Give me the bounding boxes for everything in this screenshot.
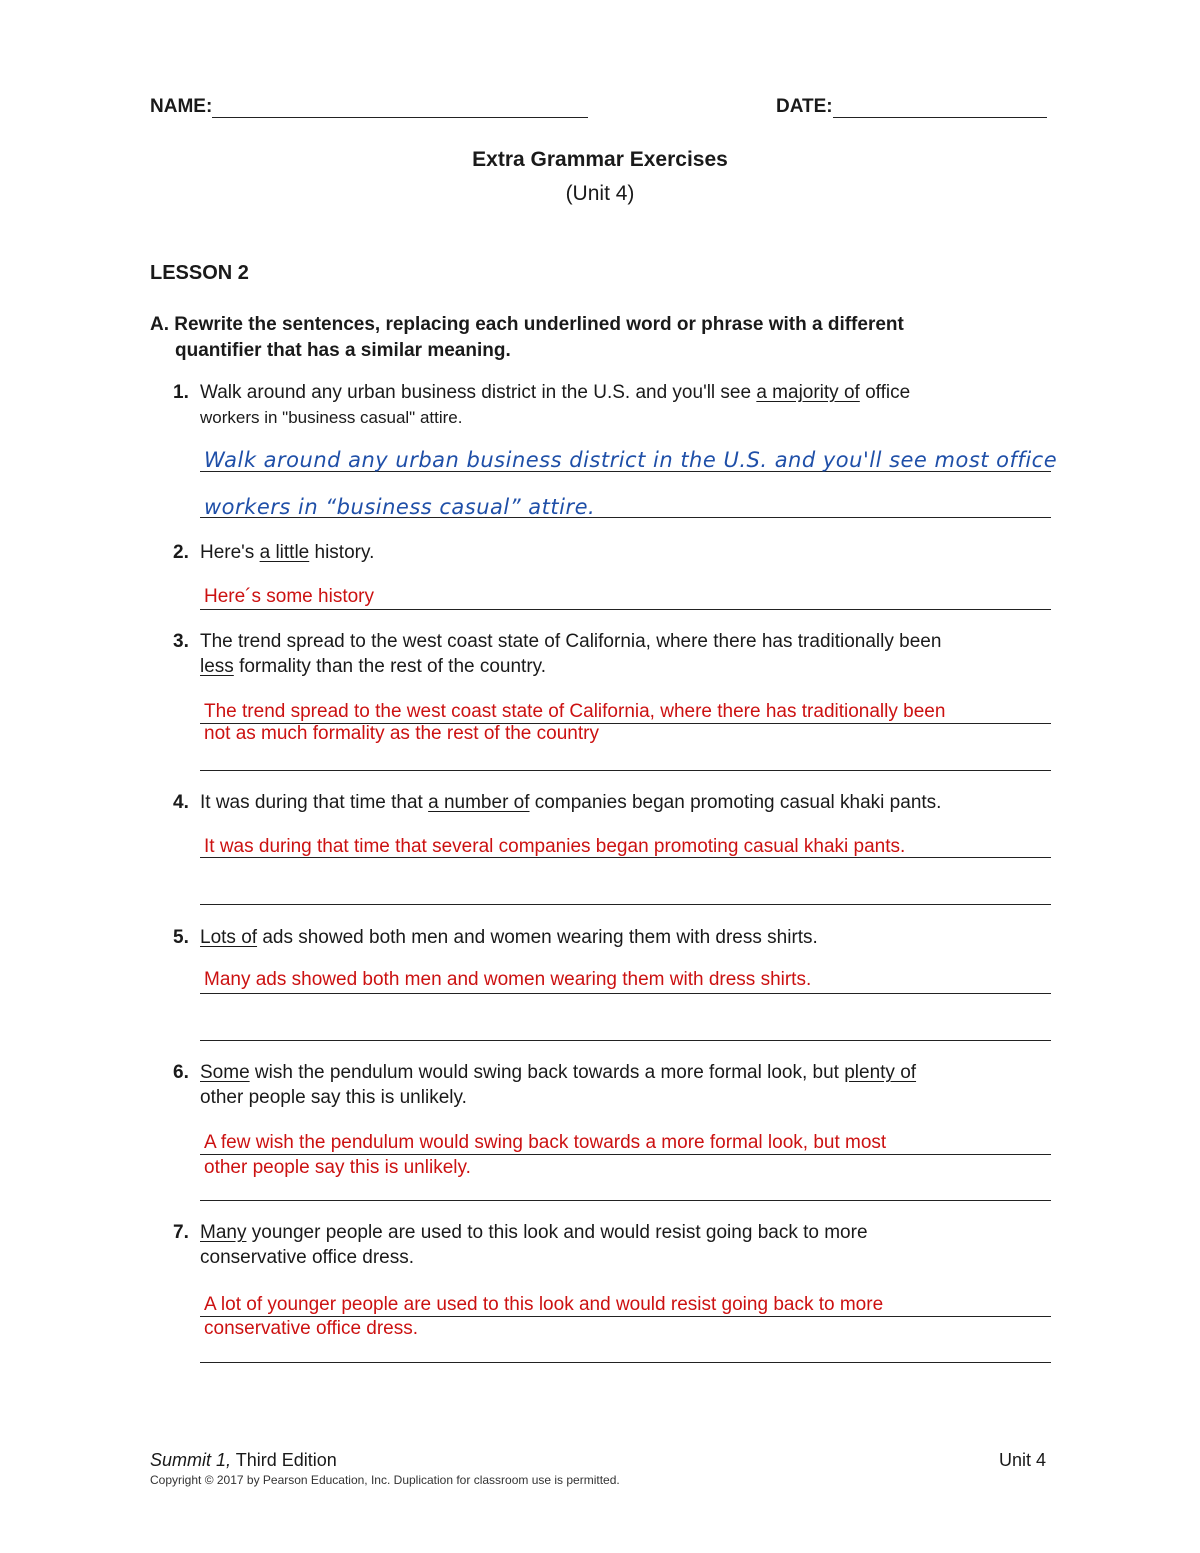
question-text: formality than the rest of the country. (233, 656, 547, 677)
question-text: office (859, 382, 911, 403)
question-text: The trend spread to the west coast state of California, where there has traditionally been (200, 631, 942, 652)
underlined-phrase: a majority of (756, 382, 860, 403)
question-text: Walk around any urban business district in the U.S. and you'll see (200, 382, 757, 403)
question-number: 6. (173, 1062, 189, 1083)
question-text: history. (309, 542, 375, 563)
answer-line[interactable] (200, 1040, 1051, 1041)
instruction-line-2: quantifier that has a similar meaning. (175, 340, 511, 361)
answer-text-line-2: not as much formality as the rest of the country (204, 723, 599, 744)
answer-text-line-1: A lot of younger people are used to this look and would resist going back to more (204, 1294, 884, 1315)
underlined-phrase: Lots of (200, 927, 258, 948)
name-blank[interactable] (212, 97, 588, 118)
question-text-line-2: conservative office dress. (200, 1247, 415, 1268)
question-number: 5. (173, 927, 189, 948)
underlined-phrase: a little (259, 542, 310, 563)
answer-line[interactable] (200, 1154, 1051, 1155)
question-text-line-2: other people say this is unlikely. (200, 1087, 467, 1108)
question-number: 1. (173, 382, 189, 403)
name-field[interactable] (150, 96, 588, 118)
question-6 (173, 1060, 1060, 1110)
question-number: 7. (173, 1222, 189, 1243)
question-4 (173, 790, 1060, 815)
date-blank[interactable] (833, 97, 1047, 118)
answer-text-line-2: other people say this is unlikely. (204, 1157, 471, 1178)
question-text: companies began promoting casual khaki pants. (529, 792, 942, 813)
book-title: Summit 1, (150, 1450, 232, 1470)
underlined-phrase: less (200, 656, 234, 677)
question-2 (173, 540, 1060, 565)
handwritten-answer-line-1: Walk around any urban business district in the U.S. and you'll see most office (204, 448, 1058, 472)
question-text: It was during that time that (200, 792, 429, 813)
answer-text-line-2: conservative office dress. (204, 1318, 419, 1339)
question-text: younger people are used to this look and would resist going back to more (246, 1222, 868, 1243)
question-3 (173, 629, 1060, 679)
answer-line[interactable] (200, 1200, 1051, 1201)
answer-text-line-1: A few wish the pendulum would swing back towards a more formal look, but most (204, 1132, 887, 1153)
answer-line[interactable] (200, 1362, 1051, 1363)
footer-unit: Unit 4 (999, 1450, 1047, 1470)
instruction-line-1: Rewrite the sentences, replacing each underlined word or phrase with a different (174, 314, 904, 335)
handwritten-answer-line-2: workers in “business casual” attire. (204, 495, 596, 519)
answer-line[interactable] (200, 993, 1051, 994)
underlined-phrase: plenty of (844, 1062, 917, 1083)
lesson-heading: LESSON 2 (150, 262, 249, 284)
footer-book-title (150, 1450, 337, 1471)
answer-line[interactable] (200, 770, 1051, 771)
exercise-letter: A. (150, 314, 169, 335)
copyright-notice: Copyright © 2017 by Pearson Education, Inc. Duplication for classroom use is permitted. (150, 1473, 620, 1487)
worksheet-subtitle: (Unit 4) (565, 182, 635, 205)
answer-text: Here´s some history (204, 586, 374, 607)
question-text-line-2: workers in "business casual" attire. (200, 408, 463, 427)
question-7 (173, 1220, 1060, 1270)
underlined-phrase: Some (200, 1062, 250, 1083)
answer-line[interactable] (200, 904, 1051, 905)
name-label: NAME: (150, 96, 213, 117)
question-text: wish the pendulum would swing back towards a more formal look, but (249, 1062, 845, 1083)
edition: Third Edition (231, 1450, 337, 1470)
question-5 (173, 925, 1060, 950)
question-text: ads showed both men and women wearing them with dress shirts. (257, 927, 818, 948)
answer-line[interactable] (200, 1316, 1051, 1317)
date-field[interactable] (776, 96, 1047, 118)
answer-text: It was during that time that several companies began promoting casual khaki pants. (204, 836, 906, 857)
question-number: 4. (173, 792, 189, 813)
question-text: Here's (200, 542, 260, 563)
question-number: 2. (173, 542, 189, 563)
answer-text-line-1: The trend spread to the west coast state of California, where there has traditionally been (204, 701, 946, 722)
underlined-phrase: a number of (428, 792, 530, 813)
question-1 (173, 380, 1060, 430)
date-label: DATE: (776, 96, 833, 117)
answer-line[interactable] (200, 609, 1051, 610)
worksheet-title: Extra Grammar Exercises (472, 148, 728, 171)
underlined-phrase: Many (200, 1222, 247, 1243)
question-number: 3. (173, 631, 189, 652)
exercise-instruction (150, 312, 1030, 364)
answer-text: Many ads showed both men and women wearing them with dress shirts. (204, 969, 812, 990)
